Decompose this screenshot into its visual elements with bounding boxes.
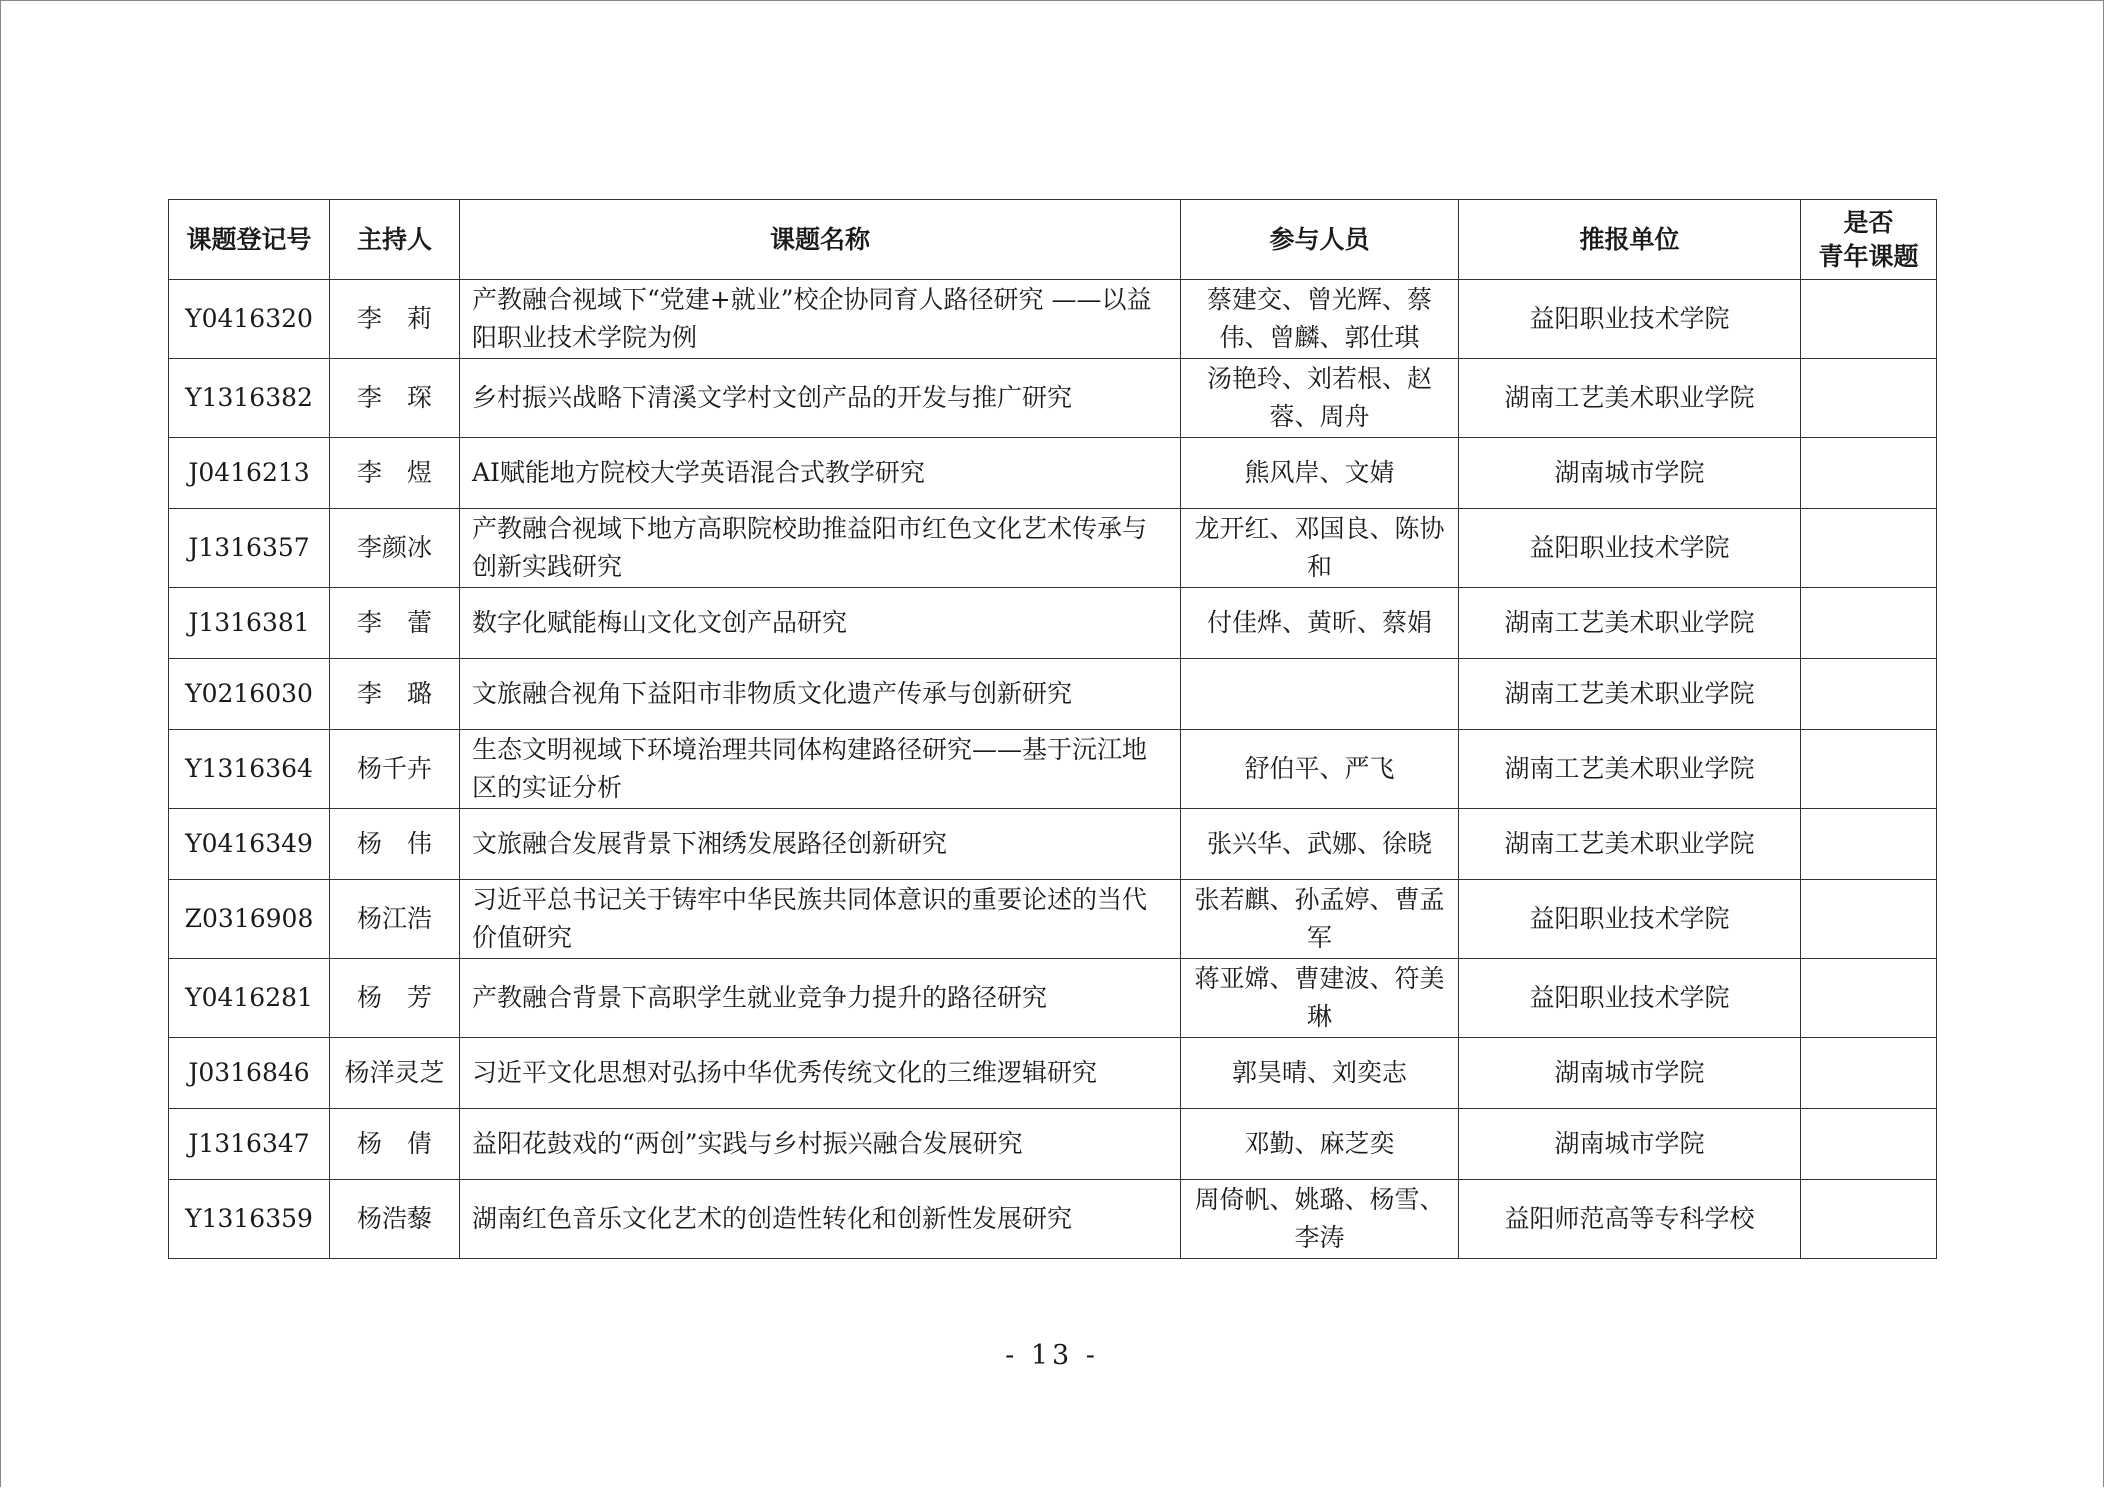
cell-unit: 湖南工艺美术职业学院 xyxy=(1459,359,1801,438)
cell-members: 蒋亚嫦、曹建波、符美琳 xyxy=(1181,959,1459,1038)
cell-youth xyxy=(1801,1180,1937,1259)
cell-members: 蔡建交、曾光辉、蔡伟、曾麟、郭仕琪 xyxy=(1181,280,1459,359)
header-id: 课题登记号 xyxy=(169,200,330,280)
cell-id: Y1316364 xyxy=(169,730,330,809)
cell-host: 李颜冰 xyxy=(330,509,460,588)
table-row xyxy=(169,809,1937,880)
cell-youth xyxy=(1801,809,1937,880)
cell-members: 周倚帆、姚璐、杨雪、李涛 xyxy=(1181,1180,1459,1259)
cell-host: 杨江浩 xyxy=(330,880,460,959)
project-table xyxy=(168,199,1937,1259)
cell-unit: 益阳师范高等专科学校 xyxy=(1459,1180,1801,1259)
cell-id: J1316357 xyxy=(169,509,330,588)
cell-id: Y0416281 xyxy=(169,959,330,1038)
cell-host: 杨 伟 xyxy=(330,809,460,880)
table-row xyxy=(169,588,1937,659)
cell-unit: 湖南工艺美术职业学院 xyxy=(1459,730,1801,809)
table-row xyxy=(169,280,1937,359)
cell-members: 舒伯平、严飞 xyxy=(1181,730,1459,809)
cell-host: 杨千卉 xyxy=(330,730,460,809)
cell-id: Y1316359 xyxy=(169,1180,330,1259)
cell-youth xyxy=(1801,438,1937,509)
cell-unit: 湖南工艺美术职业学院 xyxy=(1459,659,1801,730)
table-row xyxy=(169,1038,1937,1109)
table-body xyxy=(169,280,1937,1259)
header-unit: 推报单位 xyxy=(1459,200,1801,280)
cell-unit: 益阳职业技术学院 xyxy=(1459,509,1801,588)
cell-host: 李 煜 xyxy=(330,438,460,509)
cell-youth xyxy=(1801,1109,1937,1180)
table-row xyxy=(169,1180,1937,1259)
cell-members: 付佳烨、黄昕、蔡娟 xyxy=(1181,588,1459,659)
cell-title: 文旅融合视角下益阳市非物质文化遗产传承与创新研究 xyxy=(460,659,1181,730)
cell-title: 益阳花鼓戏的“两创”实践与乡村振兴融合发展研究 xyxy=(460,1109,1181,1180)
cell-host: 杨 倩 xyxy=(330,1109,460,1180)
cell-members xyxy=(1181,659,1459,730)
cell-title: 习近平文化思想对弘扬中华优秀传统文化的三维逻辑研究 xyxy=(460,1038,1181,1109)
cell-title: 习近平总书记关于铸牢中华民族共同体意识的重要论述的当代价值研究 xyxy=(460,880,1181,959)
table-row xyxy=(169,1109,1937,1180)
cell-id: J1316381 xyxy=(169,588,330,659)
cell-title: AI赋能地方院校大学英语混合式教学研究 xyxy=(460,438,1181,509)
cell-id: Y0216030 xyxy=(169,659,330,730)
cell-youth xyxy=(1801,1038,1937,1109)
cell-host: 杨洋灵芝 xyxy=(330,1038,460,1109)
cell-members: 邓勤、麻芝奕 xyxy=(1181,1109,1459,1180)
cell-id: Z0316908 xyxy=(169,880,330,959)
cell-unit: 益阳职业技术学院 xyxy=(1459,880,1801,959)
cell-id: J0316846 xyxy=(169,1038,330,1109)
cell-title: 生态文明视域下环境治理共同体构建路径研究——基于沅江地区的实证分析 xyxy=(460,730,1181,809)
cell-title: 产教融合背景下高职学生就业竞争力提升的路径研究 xyxy=(460,959,1181,1038)
table-row xyxy=(169,359,1937,438)
cell-host: 李 蕾 xyxy=(330,588,460,659)
cell-members: 熊风岸、文婧 xyxy=(1181,438,1459,509)
cell-youth xyxy=(1801,359,1937,438)
cell-unit: 湖南城市学院 xyxy=(1459,1109,1801,1180)
cell-title: 产教融合视域下“党建+就业”校企协同育人路径研究 ——以益阳职业技术学院为例 xyxy=(460,280,1181,359)
cell-host: 李 琛 xyxy=(330,359,460,438)
table-row xyxy=(169,509,1937,588)
cell-members: 郭昊晴、刘奕志 xyxy=(1181,1038,1459,1109)
cell-unit: 湖南城市学院 xyxy=(1459,1038,1801,1109)
cell-host: 杨 芳 xyxy=(330,959,460,1038)
cell-youth xyxy=(1801,280,1937,359)
cell-youth xyxy=(1801,730,1937,809)
cell-youth xyxy=(1801,959,1937,1038)
cell-title: 产教融合视域下地方高职院校助推益阳市红色文化艺术传承与创新实践研究 xyxy=(460,509,1181,588)
table-header-row xyxy=(169,200,1937,280)
cell-members: 汤艳玲、刘若根、赵蓉、周舟 xyxy=(1181,359,1459,438)
table-row xyxy=(169,959,1937,1038)
cell-host: 杨浩藜 xyxy=(330,1180,460,1259)
cell-id: Y0416349 xyxy=(169,809,330,880)
page-number: - 13 - xyxy=(1005,1340,1099,1371)
cell-unit: 湖南工艺美术职业学院 xyxy=(1459,809,1801,880)
cell-title: 乡村振兴战略下清溪文学村文创产品的开发与推广研究 xyxy=(460,359,1181,438)
cell-title: 湖南红色音乐文化艺术的创造性转化和创新性发展研究 xyxy=(460,1180,1181,1259)
cell-host: 李 璐 xyxy=(330,659,460,730)
cell-id: Y1316382 xyxy=(169,359,330,438)
table-row xyxy=(169,659,1937,730)
cell-unit: 湖南城市学院 xyxy=(1459,438,1801,509)
header-youth-line2: 青年课题 xyxy=(1818,241,1919,271)
cell-unit: 湖南工艺美术职业学院 xyxy=(1459,588,1801,659)
cell-unit: 益阳职业技术学院 xyxy=(1459,280,1801,359)
header-youth-line1: 是否 xyxy=(1843,207,1894,237)
cell-members: 张兴华、武娜、徐晓 xyxy=(1181,809,1459,880)
table-row xyxy=(169,730,1937,809)
header-title: 课题名称 xyxy=(460,200,1181,280)
cell-youth xyxy=(1801,659,1937,730)
cell-title: 数字化赋能梅山文化文创产品研究 xyxy=(460,588,1181,659)
cell-youth xyxy=(1801,509,1937,588)
cell-unit: 益阳职业技术学院 xyxy=(1459,959,1801,1038)
cell-host: 李 莉 xyxy=(330,280,460,359)
cell-id: Y0416320 xyxy=(169,280,330,359)
header-youth xyxy=(1801,200,1937,280)
cell-members: 龙开红、邓国良、陈协和 xyxy=(1181,509,1459,588)
header-host: 主持人 xyxy=(330,200,460,280)
table-row xyxy=(169,880,1937,959)
table-row xyxy=(169,438,1937,509)
cell-members: 张若麒、孙孟婷、曹孟军 xyxy=(1181,880,1459,959)
cell-youth xyxy=(1801,588,1937,659)
header-members: 参与人员 xyxy=(1181,200,1459,280)
cell-id: J1316347 xyxy=(169,1109,330,1180)
cell-title: 文旅融合发展背景下湘绣发展路径创新研究 xyxy=(460,809,1181,880)
cell-youth xyxy=(1801,880,1937,959)
cell-id: J0416213 xyxy=(169,438,330,509)
